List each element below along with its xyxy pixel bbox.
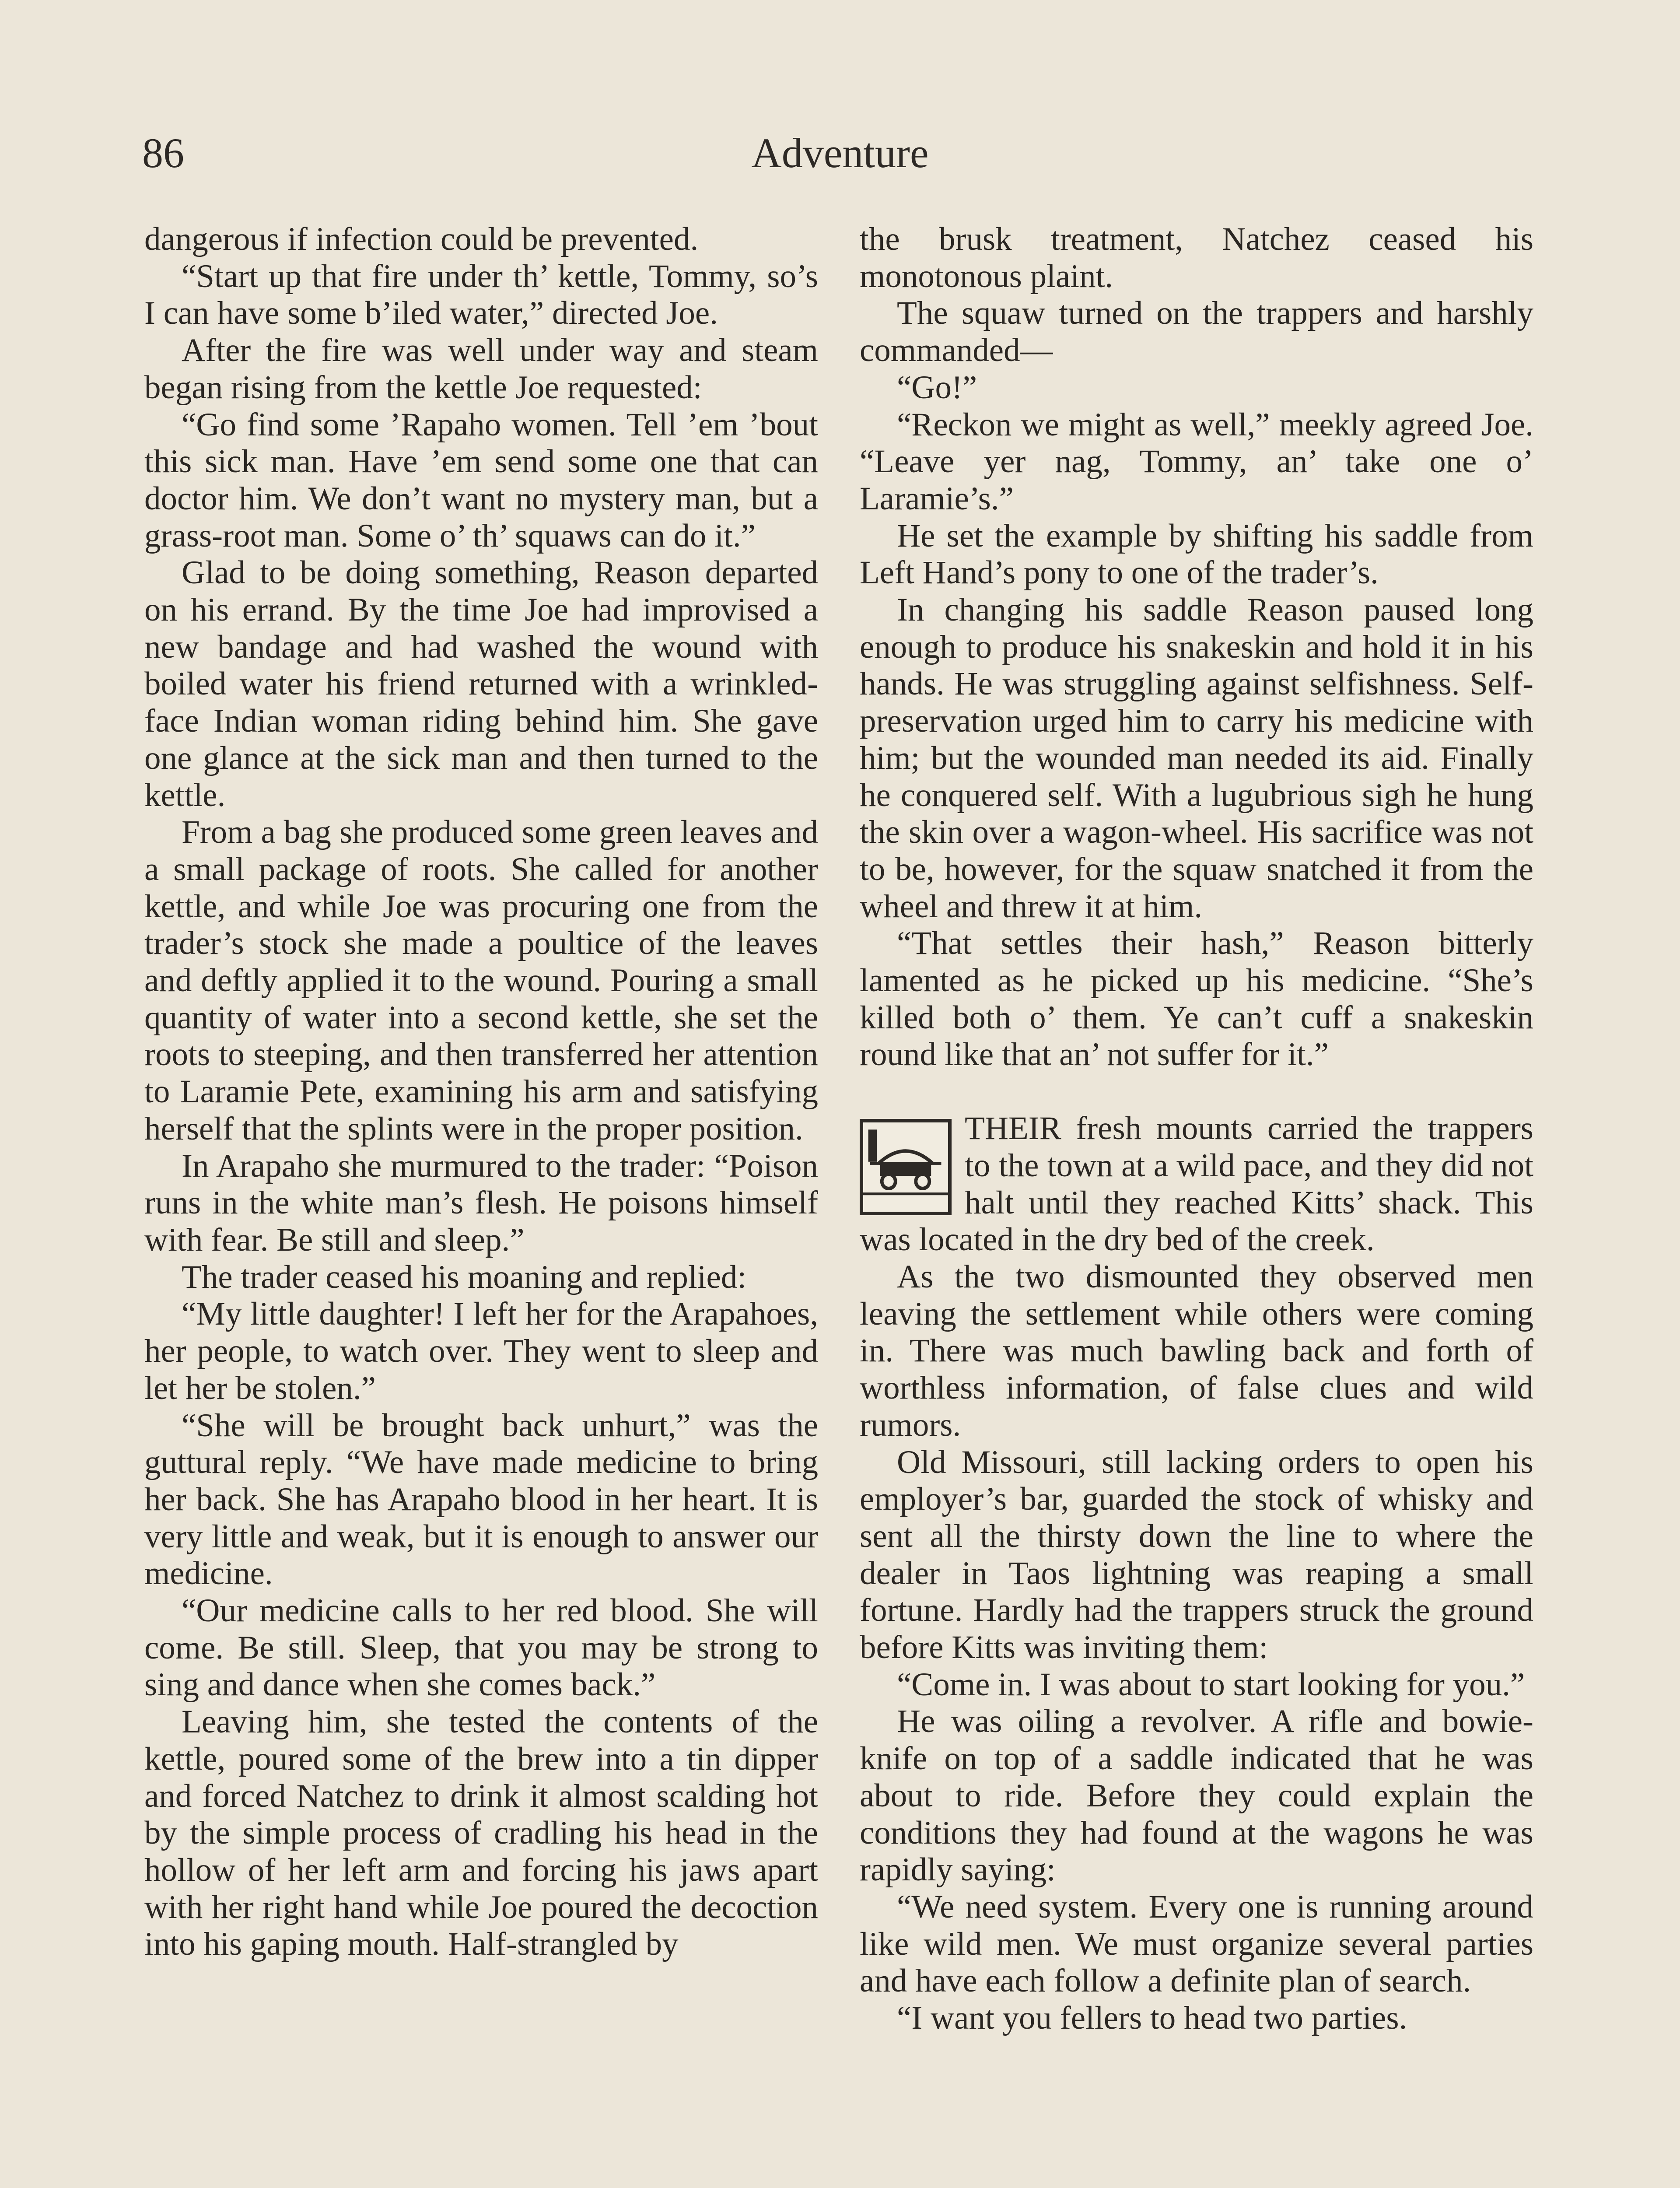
paragraph: He was oiling a revolver. A rifle and bowie-knife on top of a saddle indicated that he was about to ride. Before they could explain the conditions they had found at the wagons he was rapidly saying:: [860, 1703, 1533, 1888]
paragraph: Leaving him, she tested the contents of the kettle, poured some of the brew into a tin dipper and forced Natchez to drink it almost scalding hot by the simple process of cradling his head in the hollow of her left arm and forcing his jaws apart with her right hand while Joe poured the decoction into his gaping mouth. Half-strangled by: [144, 1704, 818, 1963]
section-spacer: [860, 1073, 1533, 1110]
paragraph: Glad to be doing something, Reason departed on his errand. By the time Joe had improvised a new bandage and had washed the wound with boiled water his friend returned with a wrinkled-face Indian woman riding behind him. She gave one glance at the sick man and then turned to the kettle.: [144, 554, 818, 813]
section-break-paragraph: [860, 1110, 1533, 1259]
paragraph: The squaw turned on the trappers and harshly commanded—: [860, 295, 1533, 369]
page-number: 86: [142, 130, 184, 176]
paragraph: “Our medicine calls to her red blood. She will come. Be still. Sleep, that you may be strong to sing and dance when she comes back.”: [144, 1592, 818, 1703]
paragraph: In Arapaho she murmured to the trader: “Poison runs in the white man’s flesh. He poisons himself with fear. Be still and sleep.”: [144, 1147, 818, 1258]
paragraph: “My little daughter! I left her for the Arapahoes, her people, to watch over. They went to sleep and let her be stolen.”: [144, 1296, 818, 1406]
section-break-text: THEIR fresh mounts carried the trappers to the town at a wild pace, and they did not halt until they reached Kitts’ shack. This was located in the dry bed of the creek.: [860, 1110, 1533, 1258]
paragraph: “Come in. I was about to start looking for you.”: [897, 1666, 1525, 1703]
paragraph: In changing his saddle Reason paused long enough to produce his snakeskin and hold it in his hands. He was struggling against selfishness. Self-preservation urged him to carry his medicine with him; but the wounded man needed its aid. Finally he conquered self. With a lugubrious sigh he hung the skin over a wagon-wheel. His sacrifice was not to be, however, for the squaw snatched it from the wheel and threw it at him.: [860, 592, 1533, 925]
left-column: [144, 221, 818, 1963]
wagon-scene-dropcap-icon: [860, 1119, 952, 1215]
running-title: Adventure: [751, 130, 929, 176]
paragraph: “I want you fellers to head two parties.: [897, 2000, 1407, 2037]
right-column-top: [860, 221, 1533, 1073]
paragraph: From a bag she produced some green leaves and a small package of roots. She called for another kettle, and while Joe was procuring one from the trader’s stock she made a poultice of the leaves and deftly applied it to the wound. Pouring a small quantity of water into a second kettle, she set the roots to steeping, and then transferred her attention to Laramie Pete, examining his arm and satisfying herself that the splints were in the proper position.: [144, 814, 818, 1147]
right-column: [860, 221, 1533, 2037]
paragraph: “That settles their hash,” Reason bitterly lamented as he picked up his medicine. “She’s killed both o’ them. Ye can’t cuff a snakeskin round like that an’ not suffer for it.”: [860, 925, 1533, 1073]
paragraph: As the two dismounted they observed men leaving the settlement while others were coming in. There was much bawling back and forth of worthless information, of false clues and wild rumors.: [860, 1258, 1533, 1443]
paragraph: Old Missouri, still lacking orders to open his employer’s bar, guarded the stock of whisky and sent all the thirsty down the line to where the dealer in Taos lightning was reaping a small fortune. Hardly had the trappers struck the ground before Kitts was inviting them:: [860, 1444, 1533, 1666]
paragraph: The trader ceased his moaning and replied:: [182, 1259, 747, 1295]
paragraph: “Go!”: [897, 369, 977, 406]
page-header: [142, 127, 1538, 184]
paragraph: dangerous if infection could be prevented.: [144, 221, 699, 257]
paragraph: “Start up that fire under th’ kettle, Tommy, so’s I can have some b’iled water,” directed Joe.: [144, 258, 818, 332]
paragraph: “Reckon we might as well,” meekly agreed Joe. “Leave yer nag, Tommy, an’ take one o’ Laramie’s.”: [860, 406, 1533, 517]
paragraph: After the fire was well under way and steam began rising from the kettle Joe requested:: [144, 332, 818, 406]
paragraph: “She will be brought back unhurt,” was the guttural reply. “We have made medicine to bring her back. She has Arapaho blood in her heart. It is very little and weak, but it is enough to answer our medicine.: [144, 1407, 818, 1592]
paragraph: “We need system. Every one is running around like wild men. We must organize several parties and have each follow a definite plan of search.: [860, 1888, 1533, 1999]
right-column-bottom: [860, 1259, 1533, 2037]
paragraph: the brusk treatment, Natchez ceased his monotonous plaint.: [860, 221, 1533, 295]
paragraph: He set the example by shifting his saddle from Left Hand’s pony to one of the trader’s.: [860, 517, 1533, 591]
paragraph: “Go find some ’Rapaho women. Tell ’em ’bout this sick man. Have ’em send some one that can doctor him. We don’t want no mystery man, but a grass-root man. Some o’ th’ squaws can do it.”: [144, 406, 818, 554]
